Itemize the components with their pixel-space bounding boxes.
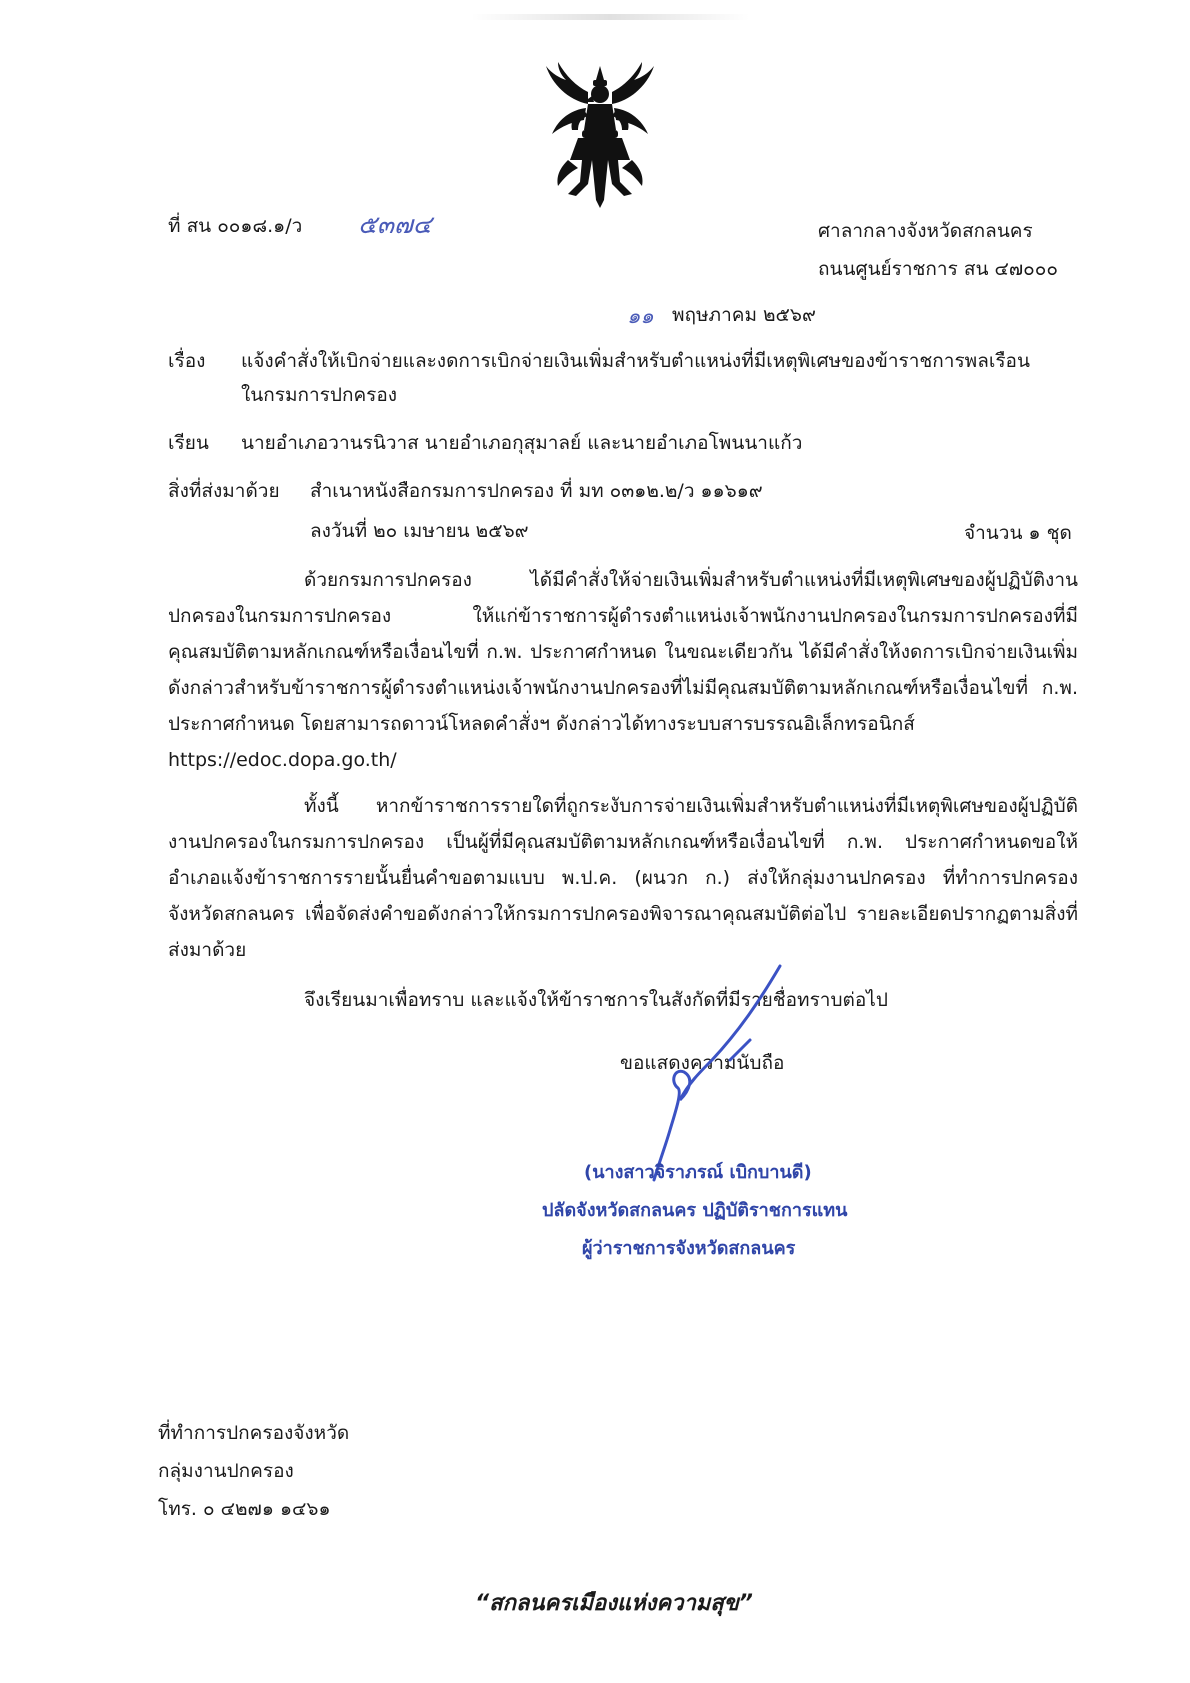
scan-artifact — [470, 14, 750, 20]
subject-line-1: แจ้งคำสั่งให้เบิกจ่ายและงดการเบิกจ่ายเงินเพิ่มสำหรับตำแหน่งที่มีเหตุพิเศษของข้าราชการพลเรือน — [241, 350, 1030, 372]
signatory-position-1: ปลัดจังหวัดสกลนคร ปฏิบัติราชการแทน — [542, 1200, 848, 1221]
date-month-year: พฤษภาคม ๒๕๖๙ — [672, 304, 816, 326]
recipient-label: เรียน — [168, 432, 209, 454]
enclosure-line-1: สำเนาหนังสือกรมการปกครอง ที่ มท ๐๓๑๒.๒/ว ๑๑๖๑๙ — [310, 480, 763, 502]
subject-label: เรื่อง — [168, 350, 206, 372]
regards-text: ขอแสดงความนับถือ — [620, 1052, 785, 1074]
body-paragraph-1-block — [168, 562, 1078, 778]
office-name: ศาลากลางจังหวัดสกลนคร — [818, 220, 1033, 242]
body-paragraph-2: ทั้งนี้ หากข้าราชการรายใดที่ถูกระงับการจ่ายเงินเพิ่มสำหรับตำแหน่งที่มีเหตุพิเศษของผู้ปฏิบัติงานปกครองในกรมการปกครอง เป็นผู้ที่มีคุณสมบัติตามหลักเกณฑ์หรือเงื่อนไขที่ ก.พ. ประกาศกำหนดขอให้อำเภอแจ้งข้าราชการรายนั้นยื่นคำขอตามแบบ พ.ป.ค. (ผนวก ก.) ส่งให้กลุ่มงานปกครอง ที่ทำการปกครองจังหวัดสกลนคร เพื่อจัดส่งคำขอดังกล่าวให้กรมการปกครองพิจารณาคุณสมบัติต่อไป รายละเอียดปรากฏตามสิ่งที่ส่งมาด้วย — [168, 795, 1078, 961]
closing-sentence: จึงเรียนมาเพื่อทราบ และแจ้งให้ข้าราชการในสังกัดที่มีรายชื่อทราบต่อไป — [304, 989, 888, 1011]
reference-number-handwritten: ๕๓๗๔ — [358, 210, 432, 239]
body-url: https://edoc.dopa.go.th/ — [168, 749, 397, 771]
provincial-slogan: “สกลนครเมืองแห่งความสุข” — [475, 1591, 753, 1616]
footer-department: ที่ทำการปกครองจังหวัด — [158, 1422, 350, 1444]
date-day-handwritten: ๑๑ — [627, 304, 654, 328]
signatory-name: (นางสาวจิราภรณ์ เบิกบานดี) — [584, 1162, 812, 1183]
subject-line-2: ในกรมการปกครอง — [241, 384, 398, 406]
footer-phone: โทร. ๐ ๔๒๗๑ ๑๔๖๑ — [158, 1498, 331, 1520]
enclosure-line-2: ลงวันที่ ๒๐ เมษายน ๒๕๖๙ — [310, 520, 529, 542]
enclosure-label: สิ่งที่ส่งมาด้วย — [168, 480, 280, 502]
garuda-emblem-icon — [538, 60, 662, 210]
footer-division: กลุ่มงานปกครอง — [158, 1460, 294, 1482]
signatory-position-2: ผู้ว่าราชการจังหวัดสกลนคร — [582, 1238, 796, 1259]
enclosure-quantity: จำนวน ๑ ชุด — [964, 522, 1072, 544]
reference-label: ที่ สน ๐๐๑๘.๑/ว — [168, 215, 303, 237]
recipient-text: นายอำเภอวานรนิวาส นายอำเภอกุสุมาลย์ และนายอำเภอโพนนาแก้ว — [241, 432, 803, 454]
body-paragraph-1: ด้วยกรมการปกครอง ได้มีคำสั่งให้จ่ายเงินเพิ่มสำหรับตำแหน่งที่มีเหตุพิเศษของผู้ปฏิบัติงานปกครองในกรมการปกครอง ให้แก่ข้าราชการผู้ดำรงตำแหน่งเจ้าพนักงานปกครองในกรมการปกครองที่มีคุณสมบัติตามหลักเกณฑ์หรือเงื่อนไขที่ ก.พ. ประกาศกำหนด ในขณะเดียวกัน ได้มีคำสั่งให้งดการเบิกจ่ายเงินเพิ่มดังกล่าวสำหรับข้าราชการผู้ดำรงตำแหน่งเจ้าพนักงานปกครองที่ไม่มีคุณสมบัติตามหลักเกณฑ์หรือเงื่อนไขที่ ก.พ. ประกาศกำหนด โดยสามารถดาวน์โหลดคำสั่งฯ ดังกล่าวได้ทางระบบสารบรรณอิเล็กทรอนิกส์ — [168, 569, 1078, 735]
office-address: ถนนศูนย์ราชการ สน ๔๗๐๐๐ — [818, 258, 1058, 280]
body-paragraph-2-block — [168, 788, 1078, 968]
